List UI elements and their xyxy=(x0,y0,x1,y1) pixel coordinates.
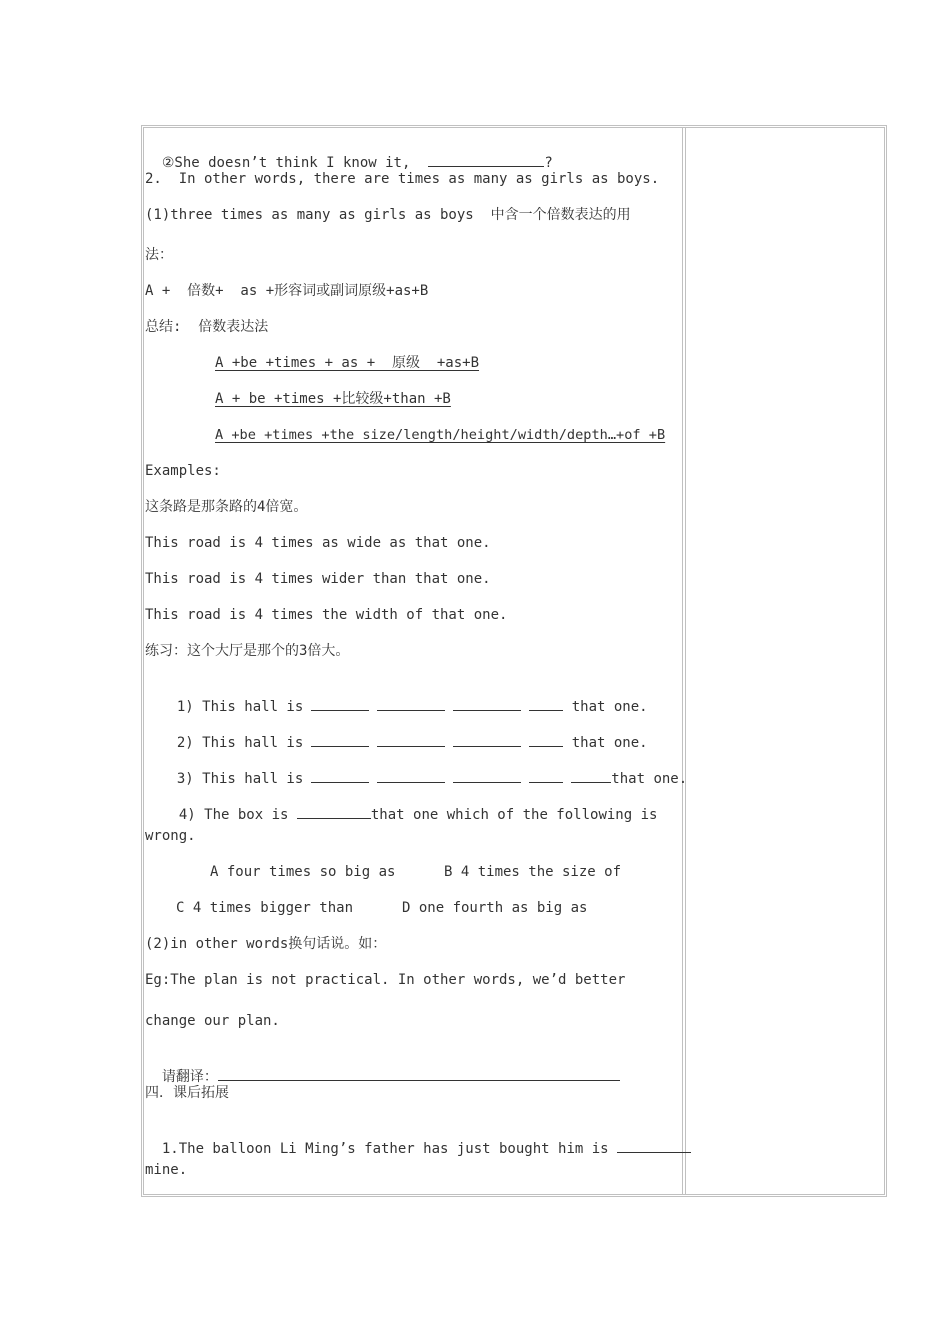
exercise-line: 1) This hall is that one. xyxy=(160,678,648,716)
answer-blank xyxy=(311,768,369,783)
text-line: 2. In other words, there are times as many as girls as boys. xyxy=(145,171,660,187)
answer-blank xyxy=(218,1066,620,1081)
text-line: Eg:The plan is not practical. In other words, we’d better xyxy=(145,972,626,988)
answer-blank xyxy=(453,696,521,711)
text-line: 总结: 倍数表达法 xyxy=(145,319,269,335)
sentence: ②She doesn’t think I know it, xyxy=(161,155,411,171)
exercise-line: 3) This hall is that one. xyxy=(160,750,687,788)
column-divider xyxy=(682,128,686,1194)
section-heading: 四．课后拓展 xyxy=(145,1085,229,1101)
text-line: This road is 4 times the width of that one. xyxy=(145,607,508,623)
option-d: D one fourth as big as xyxy=(402,900,588,916)
formula-line: A + be +times +比较级+than +B xyxy=(215,391,451,407)
text-line: wrong. xyxy=(145,828,196,844)
question-mark: ? xyxy=(544,155,553,171)
text-line: This road is 4 times wider than that one. xyxy=(145,571,491,587)
option-a: A four times so big as xyxy=(210,864,396,880)
text-line: 法： xyxy=(145,247,173,263)
answer-blank xyxy=(529,768,563,783)
formula-line: A +be +times +the size/length/height/width/depth…+of +B xyxy=(215,427,666,443)
answer-blank xyxy=(529,732,563,747)
text-line: 1.The balloon Li Ming’s father has just bought him is xyxy=(145,1120,691,1158)
text-line xyxy=(145,134,553,172)
answer-blank xyxy=(311,732,369,747)
answer-blank xyxy=(617,1138,691,1153)
text-line: This road is 4 times as wide as that one. xyxy=(145,535,491,551)
answer-blank xyxy=(453,768,521,783)
formula-line: A +be +times + as + 原级 +as+B xyxy=(215,355,480,371)
exercise-line: 2) This hall is that one. xyxy=(160,714,648,752)
answer-blank xyxy=(377,732,445,747)
option-b: B 4 times the size of xyxy=(444,864,622,880)
translate-line: 请翻译： xyxy=(145,1048,620,1086)
text-line: 这条路是那条路的4倍宽。 xyxy=(145,499,308,515)
text-line: Examples: xyxy=(145,463,221,479)
text-line: mine. xyxy=(145,1162,188,1178)
answer-blank xyxy=(453,732,521,747)
exercise-line: 4) The box is that one which of the following is xyxy=(162,786,657,824)
text-line: A + 倍数+ as +形容词或副词原级+as+B xyxy=(145,283,429,299)
answer-blank xyxy=(377,768,445,783)
text-line: (2)in other words换句话说。如： xyxy=(145,936,387,952)
option-c: C 4 times bigger than xyxy=(176,900,354,916)
answer-blank xyxy=(428,152,544,167)
answer-blank xyxy=(529,696,563,711)
answer-blank xyxy=(297,804,371,819)
text-line: change our plan. xyxy=(145,1013,280,1029)
text-line: 练习：这个大厅是那个的3倍大。 xyxy=(145,643,350,659)
answer-blank xyxy=(571,768,611,783)
answer-blank xyxy=(377,696,445,711)
answer-blank xyxy=(311,696,369,711)
text-line: (1)three times as many as girls as boys 中含一个倍数表达的用 xyxy=(145,207,631,223)
